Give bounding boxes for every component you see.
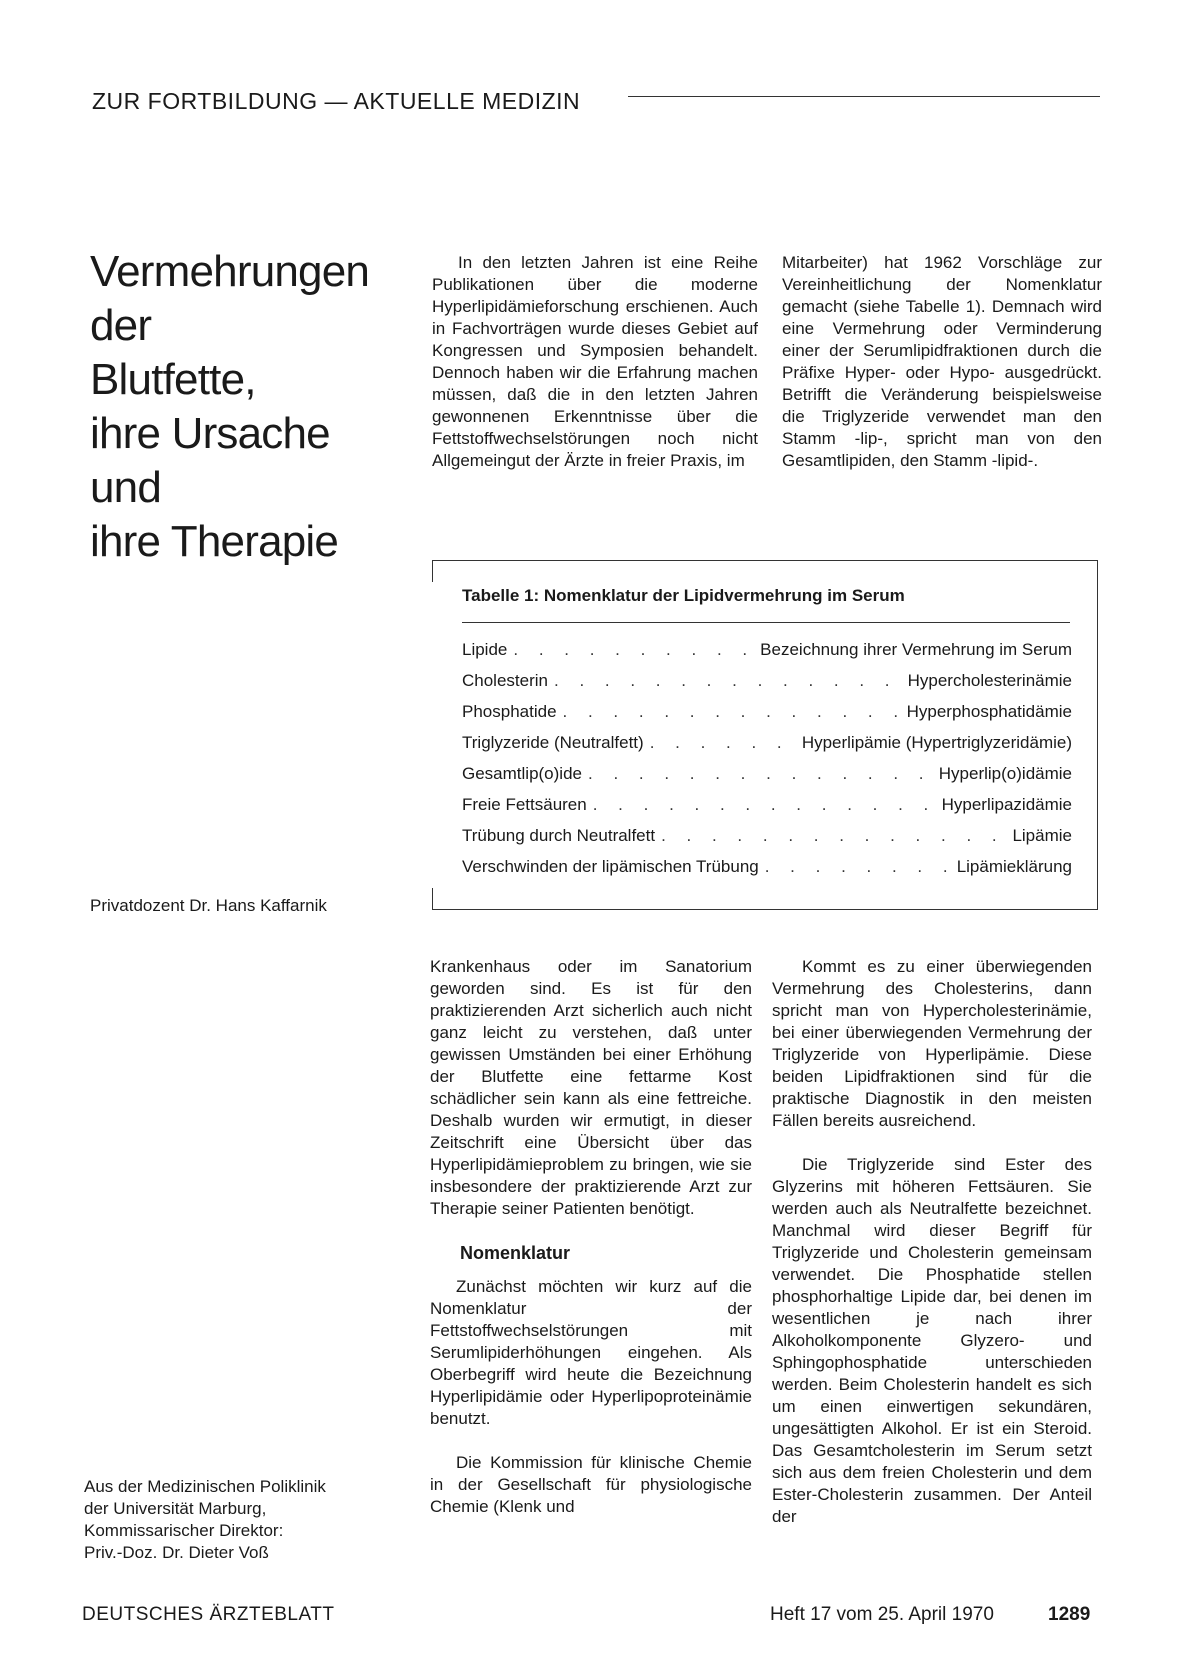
dot-leader: [554, 671, 902, 691]
table-row: [462, 826, 1072, 857]
lipid-cell: Cholesterin: [462, 671, 548, 690]
header-rule: [628, 96, 1100, 97]
table-row: [462, 857, 1072, 888]
lipid-cell: Phosphatide: [462, 702, 557, 721]
journal-name: DEUTSCHES ÄRZTEBLATT: [82, 1604, 335, 1625]
body-column-1: [430, 956, 752, 1518]
title-line: ihre Therapie: [90, 517, 339, 566]
table-rule: [462, 622, 1070, 623]
title-line: ihre Ursache: [90, 409, 330, 458]
intro-column-1: [432, 252, 758, 472]
issue-info: Heft 17 vom 25. April 1970: [770, 1604, 994, 1625]
lipid-cell: Gesamtlip(o)ide: [462, 764, 582, 783]
paragraph: Die Triglyzeride sind Ester des Glyzerins mit höheren Fettsäuren. Sie werden auch als Neutralfette bezeichnet. Manchmal wird dieser Begriff für Triglyzeride und Cholesterin gemeinsam verwendet. Die Phosphatide stellen phosphorhaltige Lipide dar, bei denen im wesentlichen je nach ihrer Alkoholkomponente Glyzero- und Sphingophosphatide unterschieden werden. Beim Cholesterin handelt es sich um einen einwertigen sekundären, ungesättigten Alkohol. Er ist ein Steroid. Das Gesamtcholesterin im Serum setzt sich aus dem freien Cholesterin und dem Ester-Cholesterin zusammen. Der Anteil der: [772, 1155, 1092, 1526]
paragraph: Die Kommission für klinische Chemie in der Gesellschaft für physiologische Chemie (Klenk und: [430, 1453, 752, 1516]
affiliation-line: Kommissarischer Direktor:: [84, 1521, 284, 1540]
table-frame-corner: [432, 560, 433, 582]
dot-leader: [563, 702, 901, 722]
article-title: [90, 245, 410, 569]
table-row: [462, 671, 1072, 702]
section-heading: Nomenklatur: [460, 1243, 571, 1263]
author-byline: Privatdozent Dr. Hans Kaffarnik: [90, 896, 327, 915]
term-cell: Hyperlipämie (Hypertriglyzeridämie): [801, 733, 1072, 752]
term-cell: Hypercholesterinämie: [907, 671, 1072, 690]
page-number: 1289: [1048, 1604, 1091, 1625]
dot-leader: [588, 764, 933, 784]
body-column-2: [772, 956, 1092, 1528]
affiliation: [84, 1476, 414, 1564]
paragraph: Zunächst möchten wir kurz auf die Nomenklatur der Fettstoffwechselstörungen mit Serumlipiderhöhungen eingehen. Als Oberbegriff wird heute die Bezeichnung Hyperlipidämie oder Hyperlipoproteinämie benutzt.: [430, 1277, 752, 1428]
table-row: [462, 702, 1072, 733]
title-line: und: [90, 463, 162, 512]
title-line: Blutfette,: [90, 355, 256, 404]
term-cell: Lipämie: [1012, 826, 1072, 845]
lipid-cell: Triglyzeride (Neutralfett): [462, 733, 644, 752]
term-cell: Hyperlip(o)idämie: [938, 764, 1072, 783]
table-rows: [462, 640, 1072, 888]
lipid-cell: Freie Fettsäuren: [462, 795, 587, 814]
dot-leader: [661, 826, 1006, 846]
lipid-cell: Trübung durch Neutralfett: [462, 826, 656, 845]
term-cell: Hyperphosphatidämie: [906, 702, 1072, 721]
affiliation-line: Aus der Medizinischen Poliklinik: [84, 1477, 326, 1496]
dot-leader: [513, 640, 754, 660]
title-line: der: [90, 301, 152, 350]
table-row: [462, 640, 1072, 671]
affiliation-line: Priv.-Doz. Dr. Dieter Voß: [84, 1543, 269, 1562]
term-cell: Hyperlipazidämie: [941, 795, 1072, 814]
dot-leader: [765, 857, 951, 877]
paragraph: Kommt es zu einer überwiegenden Vermehrung des Cholesterins, dann spricht man von Hypercholesterinämie, bei einer überwiegenden Vermehrung der Triglyzeride von Hyperlipämie. Diese beiden Lipidfraktionen sind für die praktische Diagnostik in den meisten Fällen bereits ausreichend.: [772, 957, 1092, 1130]
table-frame-corner: [432, 888, 433, 910]
intro-column-2: [782, 252, 1102, 472]
paragraph: Mitarbeiter) hat 1962 Vorschläge zur Vereinheitlichung der Nomenklatur gemacht (siehe Tabelle 1). Demnach wird eine Vermehrung oder Verminderung einer der Serumlipidfraktionen durch die Präfixe Hyper- oder Hypo- ausgedrückt. Betrifft die Veränderung beispielsweise die Triglyzeride verwendet man den Stamm -lip-, spricht man von den Gesamtlipiden, den Stamm -lipid-.: [782, 253, 1102, 470]
term-cell: Bezeichnung ihrer Vermehrung im Serum: [760, 640, 1072, 659]
dot-leader: [650, 733, 796, 753]
lipid-cell: Lipide: [462, 640, 508, 659]
term-cell: Lipämieklärung: [956, 857, 1072, 876]
lipid-cell: Verschwinden der lipämischen Trübung: [462, 857, 759, 876]
table-row: [462, 764, 1072, 795]
dot-leader: [593, 795, 936, 815]
section-label: ZUR FORTBILDUNG — AKTUELLE MEDIZIN: [92, 88, 581, 114]
title-line: Vermehrungen: [90, 247, 370, 296]
table-row: [462, 733, 1072, 764]
affiliation-line: der Universität Marburg,: [84, 1499, 267, 1518]
table-title: Tabelle 1: Nomenklatur der Lipidvermehrung im Serum: [462, 586, 905, 605]
table-row: [462, 795, 1072, 826]
paragraph: Krankenhaus oder im Sanatorium geworden sind. Es ist für den praktizierenden Arzt sicherlich auch nicht ganz leicht zu verstehen, daß unter gewissen Umständen bei einer Erhöhung der Blutfette eine fettarme Kost schädlicher sein kann als eine fettreiche. Deshalb wurden wir ermutigt, in dieser Zeitschrift eine Übersicht über das Hyperlipidämieproblem zu bringen, wie sie insbesondere der praktizierende Arzt zur Therapie seiner Patienten benötigt.: [430, 957, 752, 1218]
paragraph: In den letzten Jahren ist eine Reihe Publikationen über die moderne Hyperlipidämieforschung erschienen. Auch in Fachvorträgen wurde dieses Gebiet auf Kongressen und Symposien behandelt. Dennoch haben wir die Erfahrung machen müssen, daß die in den letzten Jahren gewonnenen Erkenntnisse über die Fettstoffwechselstörungen noch nicht Allgemeingut der Ärzte in freier Praxis, im: [432, 253, 758, 470]
